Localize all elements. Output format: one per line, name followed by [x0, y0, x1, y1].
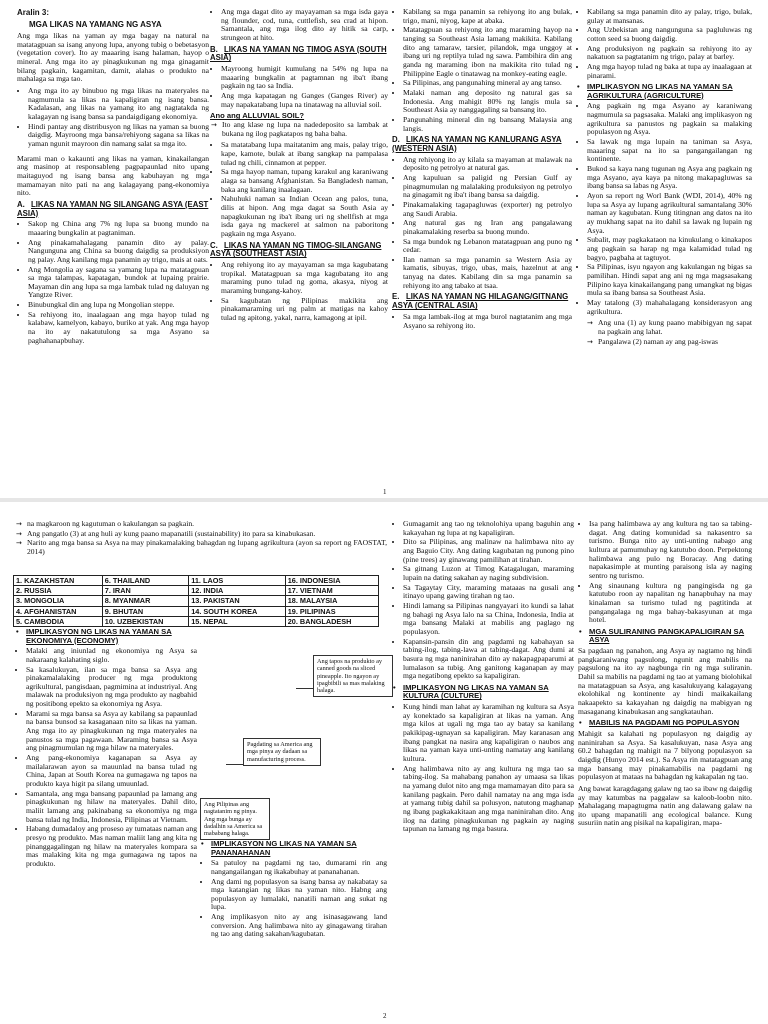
paragraph: Mahigit sa kalahati ng populasyon ng daigdig ay naninirahan sa Asya. Sa kasalukuyan, nasa Asya ang 60.2 bahagdan ng mahigit na 7 bilyong populasyon sa daigdig (Hunyo 2014 est.). Sa Asya rin matatagpuan ang mga bansang may pinakamabilis na pagdami ng populasyon at mataas na bahagdan ng kakapalan ng tao.: [578, 728, 752, 782]
south-asia-bullets: [210, 65, 388, 109]
section-heading: [392, 293, 572, 310]
table-row: [14, 596, 379, 606]
list-item: • Hindi lamang sa Pilipinas nangyayari ito kundi sa lahat ng bahagi ng Asya lalo na sa China, Indonesia, India at mga bansang Malaki at mabilis ang paglago ng populasyon.: [403, 602, 574, 637]
list-item: • Ang implikasyon nito ay ang isinasagawang land conversion. Ang halimbawa nito ay ginagawang tirahan ng tao ang dating sakahan/kagubatan.: [211, 913, 387, 939]
list-item: • Ilan naman sa mga panamin sa Western Asia ay kamatis, sibuyas, trigo, ubas, mais, hazelnut at ang tanyag na dates. Kabilang din sa mga panamin sa rehiyong ito ang tabako at tsaa.: [403, 256, 572, 291]
table-cell: 15. NEPAL: [189, 616, 286, 626]
list-item: • May tatalong (3) mahahalagang konsiderasyon ang agrikultura.: [587, 299, 752, 316]
section-title: LIKAS NA YAMAN NG HILAGANG/GITNANG ASYA (CENTRAL ASIA): [392, 292, 569, 311]
consideration-list: [576, 319, 752, 346]
lesson-title: MGA LIKAS NA YAMANG NG ASYA: [29, 20, 162, 29]
manufacturing-callout: Pagdating sa America ang mga pinya ay dadaan sa manufacturing process.: [243, 738, 321, 766]
table-cell: 5. CAMBODIA: [14, 616, 103, 626]
table-cell: 16. INDONESIA: [285, 576, 378, 586]
population-heading: • MABILIS NA PAGDAMI NG POPULASYON: [578, 719, 752, 728]
list-item: • Ang produksiyon ng pagkain sa rehiyong ito ay nakatuon sa pagtatanim ng trigo, palay at barley.: [587, 45, 752, 62]
list-item: • Ang pinakamahalagang panamin dito ay palay. Nangunguna ang China sa buong daigdig sa produksiyon ng palay. Ang kanilang mga panamin ay trigo, mais at oats.: [28, 239, 209, 265]
page2-column-1: [15, 626, 197, 1018]
list-item: • Ang sinaunang kultura ng pangingisda ng ga katutubo roon ay napalitan ng hanapbuhay na may kinalaman sa turismo tulad ng pagtitinda at pangangalaga ng mga bahay-bakasyunan at mga hotel.: [589, 582, 752, 625]
section-title: LIKAS NA YAMAN NG TIMOG-SILANGANG ASYA (SOUTHEAST ASIA): [210, 240, 382, 259]
central-asia-bullets-cont: [576, 8, 752, 80]
callout-connector: [226, 764, 243, 765]
intro-bullets: [17, 87, 209, 149]
list-item: • Matatagpuan sa rehiyong ito ang maraming hayop na tanging sa Southeast Asia lamang makikita. Kabilang dito ang tamaraw, tarsier, pilandok, mga unggoy at ibang uri ng reptilya tulad ng sawa. Pambihira din ang ganda ng maraming ibon na makikita rito tulad ng Philippine Eagle o tinatawag na monkey-eating eagle.: [403, 26, 572, 78]
consideration-list-cont: [15, 520, 387, 557]
list-item: • Nahuhuki naman sa Indian Ocean ang palos, tuna, dilis at hipon. Ang mga dagat sa South Asia ay napagkukunan ng iba't ibang uri ng shellfish at mga isda gaya ng mackerel at salmon na paboritong pagkain ng mga Asyano.: [221, 195, 388, 238]
list-item: • Sakop ng China ang 7% ng lupa sa buong mundo na maaaring bungkalin at pagtaniman.: [28, 220, 209, 237]
list-item: • Kapansin-pansin din ang pagdami ng kabahayan sa tabing-ilog, tabing-lawa at tabing-dagat. Ang dumi at basura ng mga naninirahan dito ay nakapagpaparumi at lumalason sa tubig. Ang ganitong kaganapan ay may mga negatibong epekto sa kapaligiran.: [403, 638, 574, 681]
list-item: • Ang kapuluan sa paligid ng Persian Gulf ay pinagmumulan ng malalaking produksiyon ng petrolyo na ginagamit ng iba't ibang bansa sa daigdig.: [403, 174, 572, 200]
list-item: • Malaki ang iniunlad ng ekonomiya ng Asya sa nakaraang kalahating siglo.: [26, 647, 197, 664]
list-item: • Sa rehiyong ito, inaalagaan ang mga hayop tulad ng kalabaw, kamelyon, kabayo, buriko at yak. Ang mga hayop na ito ay nakatutulong sa mga Asyano sa paghahanapbuhay.: [28, 311, 209, 346]
page-number: 1: [383, 488, 387, 496]
table-cell: 6. THAILAND: [102, 576, 188, 586]
page2-top-left: [15, 520, 387, 575]
list-item: • Ang mga hayop tulad ng baka at tupa ay inaalagaan at pinarami.: [587, 63, 752, 80]
agriculture-heading: • IMPLIKASYON NG LIKAS NA YAMAN SA AGRIKULTURA (AGRICULTURE): [576, 83, 752, 100]
page2-column-2: [200, 838, 387, 1018]
list-item: → Pangalawa (2) naman ay ang pag-iswas: [598, 338, 752, 347]
page1-column-3: [392, 8, 572, 486]
list-item: • Ang mga dagat dito ay mayayaman sa mga isda gaya ng flounder, cod, tuna, cuttlefish, sea crad at hipon. Samantala, ang mga ilog dito ay hitik sa carp, strungeon at hito.: [221, 8, 388, 43]
list-item: → na magkaroon ng kagutuman o kakulangan sa pagkain.: [27, 520, 387, 529]
list-item: • Sa mga hayop naman, tupang karakul ang karaniwang alaga sa bansang Afghanistan. Sa Bangladesh naman, baka ang kanilang inaalagaan.: [221, 168, 388, 194]
list-item: • Ang rehiyong ito ay kilala sa mayaman at malawak na deposito ng petrolyo at natural gas.: [403, 156, 572, 173]
callout-connector: [296, 688, 313, 689]
list-item: • Ayon sa report ng Worl Bank (WDI, 2014), 40% ng lupa sa Asya ay lupang agrikultural samantalang 30% naman ay kagubatan. Kung titingnan ang datos na ito ay mukhang sapat na ito dahil sa lawak ng lupain ng Asya.: [587, 192, 752, 235]
section-letter: E.: [392, 292, 400, 302]
list-item: • Sa patuloy na pagdami ng tao, dumarami rin ang nangangailangan ng ikakabuhay at pananahanan.: [211, 859, 387, 876]
list-item: • Ang mga kapatagan ng Ganges (Ganges River) ay may napakatabang lupa na tinatawag na alluvial soil.: [221, 92, 388, 109]
section-heading: [17, 201, 209, 218]
list-item: • Sa Pilipinas, isyu ngayon ang kakulangan ng bigas sa pamilihan. Hindi sapat ang ani ng mga magsasakang Pilipino kaya kinakailangang pang umangkat ng bigas mula sa ibang bansa sa Southeast Asia.: [587, 263, 752, 298]
east-asia-bullets: [17, 220, 209, 345]
table-cell: 13. PAKISTAN: [189, 596, 286, 606]
list-item: • Sa gitnang Luzon at Timog Katagalugan, maraming lupain na dating sakahan ay naging subdivision.: [403, 565, 574, 582]
culture-bullets: [392, 703, 574, 834]
list-item: • Sa kagubatan ng Pilipinas makikita ang pinakamaraming uri ng palm at matigas na kahoy tulad ng apitong, yakal, narra, kamagong at ipil.: [221, 297, 388, 323]
alluvial-answer: [210, 121, 388, 138]
table-row: [14, 606, 379, 616]
page1-column-4: [576, 8, 752, 486]
table-cell: 10. UZBEKISTAN: [102, 616, 188, 626]
list-item: • Ang Uzbekistan ang nangunguna sa pagluluwas ng cotton seed sa buong daigdig.: [587, 26, 752, 43]
section-heading: [210, 242, 388, 259]
page-one: [0, 0, 768, 498]
section-letter: B.: [210, 44, 218, 54]
section-heading: [392, 136, 572, 153]
central-asia-bullets: [392, 313, 572, 330]
table-cell: 2. RUSSIA: [14, 586, 103, 596]
philippine-pineapple-callout: Ang Pilipinas ang nagtatanim ng pinya. Ang mga bunga ay dadalhin sa America sa mababang halaga.: [200, 798, 270, 840]
list-item: • Pangunahing mineral din ng bansang Malaysia ang langis.: [403, 116, 572, 133]
list-item: • Sa kasalukuyan, ilan sa mga bansa sa Asya ang pinakamalalaking producer ng mga produktong agrikultural, pangisdaan, pagmimina at industriyal. Ang malawak na produksiyon ng mga produkto ay nagbahid ng positibong epekto sa ekonomiya ng Asya.: [26, 666, 197, 709]
paragraph: Sa pagdaan ng panahon, ang Asya ay nagtamo ng hindi pangkaraniwang pagsulong, ngunit ang mabilis na pagsulong na ito ay nagbunga rin ng mga suliranin. Dahil sa mabilis na pagdami ng tao at yamang biolohikal na matatagpuan sa Asya, ang kasalukuyang kalagayang ekolohikal ng kontinente ay hindi maikakailang nakaapekto sa kakayahan ng daigdig na mabigyan ng masaganang kinabukasan ang sangkatauhan.: [578, 646, 752, 716]
alluvial-question: Ano ang ALLUVIAL SOIL?: [210, 111, 305, 121]
page2-column-3: [392, 520, 574, 1018]
list-item: → Ang pangatlo (3) at ang huli ay kung paano mapanatili (sustainability) ito para sa kinabukasan.: [27, 530, 387, 539]
paragraph: Ang bawat karagdagang galaw ng tao sa ibaw ng daigdig ay may katumbas na paggalaw sa kaloob-loobn nito. Mahalagang mapagtugma natin ang dalawang galaw na ito upang mapanatili ang ecological balance. Kung susuriin natin ang pisikal na kapaligiran, mapa-: [578, 783, 752, 828]
southeast-asia-bullets: [210, 261, 388, 323]
agricultural-countries-table: [13, 575, 379, 627]
environmental-problems-heading: • MGA SULIRANING PANGKAPALIGIRAN SA ASYA: [578, 628, 752, 645]
list-item: • Kabilang sa mga panamin dito ay palay, trigo, bulak, gulay at mansanas.: [587, 8, 752, 25]
list-item: • Mayroong humigit kumulang na 54% ng lupa na maaaring bungkalin at pagtamnan ng iba't ibang pagkain ng tao sa India.: [221, 65, 388, 91]
table-cell: 3. MONGOLIA: [14, 596, 103, 606]
section-letter: C.: [210, 240, 218, 250]
list-item: • Ang Mongolia ay sagana sa yamang lupa na matatagpuan sa mga talampas, kapatagan, bundok at lupaing prairie. Mayaman din ang lupa sa mga lambak tulad ng daluyan ng Yangtze River.: [28, 266, 209, 301]
paragraph: Marami man o kakaunti ang likas na yaman, kinakailangan ang masinop at responsableng pagpapaunlad nito upang maitaguyod ng isang bansa ang kabuhayan ng mga mamamayan nito pati na ang kalagayang pang-ekonomiya nito.: [17, 153, 209, 198]
table-row: [14, 586, 379, 596]
list-item: → Ang una (1) ay kung paano mabibigyan ng sapat na pagkain ang lahat.: [598, 319, 752, 336]
table-row: [14, 616, 379, 626]
table-cell: 19. PILIPINAS: [285, 606, 378, 616]
table-row: [14, 576, 379, 586]
list-item: • Binubungkal din ang lupa ng Mongolian steppe.: [28, 301, 209, 310]
western-asia-bullets: [392, 156, 572, 291]
list-item: → Ito ang klase ng lupa na nadedeposito sa lambak at bukana ng ilog pagkatapos ng baha baha.: [222, 121, 388, 138]
list-item: • Pinakamalaking tagapagluwas (exporter) ng petrolyo ang Saudi Arabia.: [403, 201, 572, 218]
table-cell: 20. BANGLADESH: [285, 616, 378, 626]
list-item: • Sa Pilipinas, ang pangunahing mineral ay ang tanso.: [403, 79, 572, 88]
section-letter: D.: [392, 135, 400, 145]
table-cell: 8. MYANMAR: [102, 596, 188, 606]
page-number: 2: [383, 1012, 387, 1020]
page-two: [0, 502, 768, 1024]
settlement-bullets: [200, 859, 387, 939]
list-item: • Ang pang-ekonomiya kaganapan sa Asya ay mailalarawan ayon sa mauunlad na bansa tulad ng China, Japan at South Korea na gumagawa ng tapos na produkto kaya higit pa silang umuunlad.: [26, 754, 197, 789]
list-item: • Hindi pantay ang distribusyon ng likas na yaman sa buong daigdig. Mayroong mga bansa/rehiyong sagana sa likas na yaman ngunit mayroon din namang salat sa mga ito.: [28, 123, 209, 149]
list-item: • Gumagamit ang tao ng teknolohiya upang baguhin ang kakayahan ng lupa at ng kapaligiran.: [403, 520, 574, 537]
section-title: LIKAS NA YAMAN NG TIMOG ASYA (SOUTH ASIA): [210, 44, 387, 63]
economy-heading: • IMPLIKASYON NG LIKAS NA YAMAN SA EKONOMIYA (ECONOMY): [15, 628, 197, 645]
settlement-heading: • IMPLIKASYON NG LIKAS NA YAMAN SA PANANAHANAN: [200, 840, 387, 857]
section-title: LIKAS NA YAMAN NG SILANGANG ASYA (EAST ASIA): [17, 199, 209, 218]
list-item: • Dito sa Pilipinas, ang malinaw na halimbawa nito ay ang Baguio City. Ang dating kagubatan ng punong pino (pine trees) ay ginawang pamilihan at tirahan.: [403, 538, 574, 564]
section-heading: [210, 46, 388, 63]
list-item: • Ang halimbawa nito ay ang kultura ng mga tao sa tabing-ilog. Sa mahabang panahon ay umaasa sa likas na yamang dulot nito ang mga mamamayan dito para sa kanilang pagkain. Pero dahil namatay na ang mga isda at yamang tubig dahil sa polusyon, natutong maghanap ng ibang pagkakakitaan ang mga naninirahan dito. Ang ilog na dating pinagkukunan ng pagkain ay naging tapunan na lamang ng mga basura.: [403, 765, 574, 834]
list-item: • Ang mga ito ay binubuo ng mga likas na materyales na nagmumula sa likas na kapaligiran ng isang bansa. Kadalasan, ang likas na yamang ito ang nagtatakda ng kalagayan ng isang bansa sa pandaigdigang ekonomiya.: [28, 87, 209, 122]
page2-column-4: [578, 520, 752, 1018]
settlement-bullets-cont: [392, 520, 574, 681]
list-item: • Marami sa mga bansa sa Asya ay kabilang sa papaunlad na bansa bunsod sa kasaganaan nito sa likas na yaman. Ang mga ito ay pinagkukunan ng mga materyales na panustos sa mga pagawaan. Maraming bansa sa Asya ang pinagmumulan ng mga hilaw na materyales.: [26, 710, 197, 753]
list-item: • Sa mga lambak-ilog at mga burol nagtatanim ang mga Asyano sa rehiyong ito.: [403, 313, 572, 330]
list-item: • Kabilang sa mga panamin sa rehiyong ito ang bulak, trigo, mani, niyog, kape at abaka.: [403, 8, 572, 25]
table-cell: 18. MALAYSIA: [285, 596, 378, 606]
finished-product-callout: Ang tapos na produkto ay canned goods na sliced pineapple. Ito ngayon ay ipagbibili sa mas malaking halaga.: [313, 655, 393, 697]
list-item: • Ang natural gas ng Iran ang pangalawang pinakamalaking reserba sa buong mundo.: [403, 219, 572, 236]
list-item: • Malaki naman ang deposito ng natural gas sa Indonesia. Ang mahigit 80% ng langis mula sa Southeast Asia ay nanggagaling sa bansang ito.: [403, 89, 572, 115]
list-item: • Ang pagkain ng mga Asyano ay karaniwang nagmumula sa pagsasaka. Malaki ang implikasyon ng agrikultura sa panustos ng pagkain sa malaking populasyon ng Asya.: [587, 102, 752, 137]
list-item: • Bukod sa kaya nang tugunan ng Asya ang pagkain ng mga Asyano, aya kaya pa nitong makapagluwas sa ibang bansa sa labas ng Asya.: [587, 165, 752, 191]
table-cell: 12. INDIA: [189, 586, 286, 596]
list-item: • Sa matatabang lupa maitatanim ang mais, palay trigo, kape, kamote, bulak at ibang sangkap na pampalasa tulad ng chili, cinnamon at pepper.: [221, 141, 388, 167]
list-item: • Ang rehiyong ito ay mayayaman sa mga kagubatang tropikal. Matatagpuan sa mga kagubatang ito ang maraming puno tulad ng goma, akasya, niyog at maraming bungang-kahoy.: [221, 261, 388, 296]
table-cell: 1. KAZAKHSTAN: [14, 576, 103, 586]
list-item: • Sa Tagaytay City, maraming mataaas na gusali ang itinayo upang gawing tirahan ng tao.: [403, 584, 574, 601]
agriculture-bullets: [576, 102, 752, 316]
lesson-label: Aralin 3:: [17, 8, 50, 17]
list-item: • Subalit, may pagkakataon na kinukulang o kinakapos ang pagkain sa harap ng mga kalamidad tulad ng bagyo, pagbaha at tagtuyot.: [587, 236, 752, 262]
table-cell: 11. LAOS: [189, 576, 286, 586]
table-cell: 17. VIETNAM: [285, 586, 378, 596]
table-cell: 9. BHUTAN: [102, 606, 188, 616]
page1-column-2: [210, 8, 388, 486]
east-asia-bullets-cont: [210, 8, 388, 43]
southeast-asia-bullets-cont: [392, 8, 572, 133]
economy-bullets: [15, 647, 197, 868]
list-item: → Narito ang mga bansa sa Asya na may pinakamalaking bahagdan ng lupang agrikultura (ayon sa report ng FAOSTAT, 2014): [27, 539, 387, 556]
list-item: • Isa pang halimbawa ay ang kultura ng tao sa tabing-dagat. Ang dating komunidad sa nakasentro sa turismo. Bunga nito ay unti-unting nabago ang kultura at pamumuhay ng katutubo doon. Perpektong halimbawa ang pulo ng Boracay. Ang dating napakasimple at munting paraisong isla ay naging sentro ng turismo.: [589, 520, 752, 581]
section-letter: A.: [17, 199, 25, 209]
culture-heading: • IMPLIKASYON NG LIKAS NA YAMAN SA KULTURA (CULTURE): [392, 684, 574, 701]
table-cell: 14. SOUTH KOREA: [189, 606, 286, 616]
page1-column-1: [17, 8, 209, 486]
list-item: • Sa lawak ng mga lupain na taniman sa Asya, maaaring sapat na ito sa pangangailangan ng kontinente.: [587, 138, 752, 164]
south-asia-more-bullets: [210, 141, 388, 238]
list-item: • Sa mga bundok ng Lebanon matatagpuan ang puno ng cedar.: [403, 238, 572, 255]
list-item: • Ang dami ng populasyon sa isang bansa ay nakabatay sa mga katangian ng likas na yaman nito. Habng ang populasyon ay lumalaki, nanatili naman ang sukat ng lupa.: [211, 878, 387, 913]
table-cell: 7. IRAN: [102, 586, 188, 596]
list-item: • Samantala, ang mga bansang papaunlad pa lamang ang pinagkukunan ng hilaw na materyales. Dahil dito, maliit lamang ang pakinabang sa ekonomiya ng mga bansa tulad ng India, Indonesia, Pilipinas at Vietnam.: [26, 790, 197, 825]
table-cell: 4. AFGHANISTAN: [14, 606, 103, 616]
section-title: LIKAS NA YAMAN NG KANLURANG ASYA (WESTERN ASIA): [392, 135, 562, 153]
list-item: • Habang dumadaloy ang proseso ay tumataas naman ang presyo ng produkto. Mas naman maliit lang ang kita ng pinanggagalingan ng hilaw na materyales kompara sa mas malaking kita ng mga gumagawa ng tapos na produkto.: [26, 825, 197, 868]
intro-paragraph: Ang mga likas na yaman ay mga bagay na natural na matatagpuan sa isang anyong lupa, anyong tubig o bebetasyon (vegetation cover). Ito ay maaaring isang halaman, hayop o mineral. Ang mga ito ay pinagkukunan ng mga ginagamit bilang pagkain, kagamitan, damit, alahas o produkto na mahalaga sa mga tao.: [17, 31, 209, 84]
culture-bullets-cont: [578, 520, 752, 625]
list-item: • Kung hindi man lahat ay karamihan ng kultura sa Asya ay konektado sa kapaligiran at likas na yaman. Ang mga kilos at ugali ng mga tao ay batay sa kanilang pakikipag-ugnayan sa kapaligiran. May karanasan ang ibang pangkat na nasira ang kapaligiran o naubos ang likas na yaman kaya unti-unting namatay ang kanilang kultura.: [403, 703, 574, 764]
